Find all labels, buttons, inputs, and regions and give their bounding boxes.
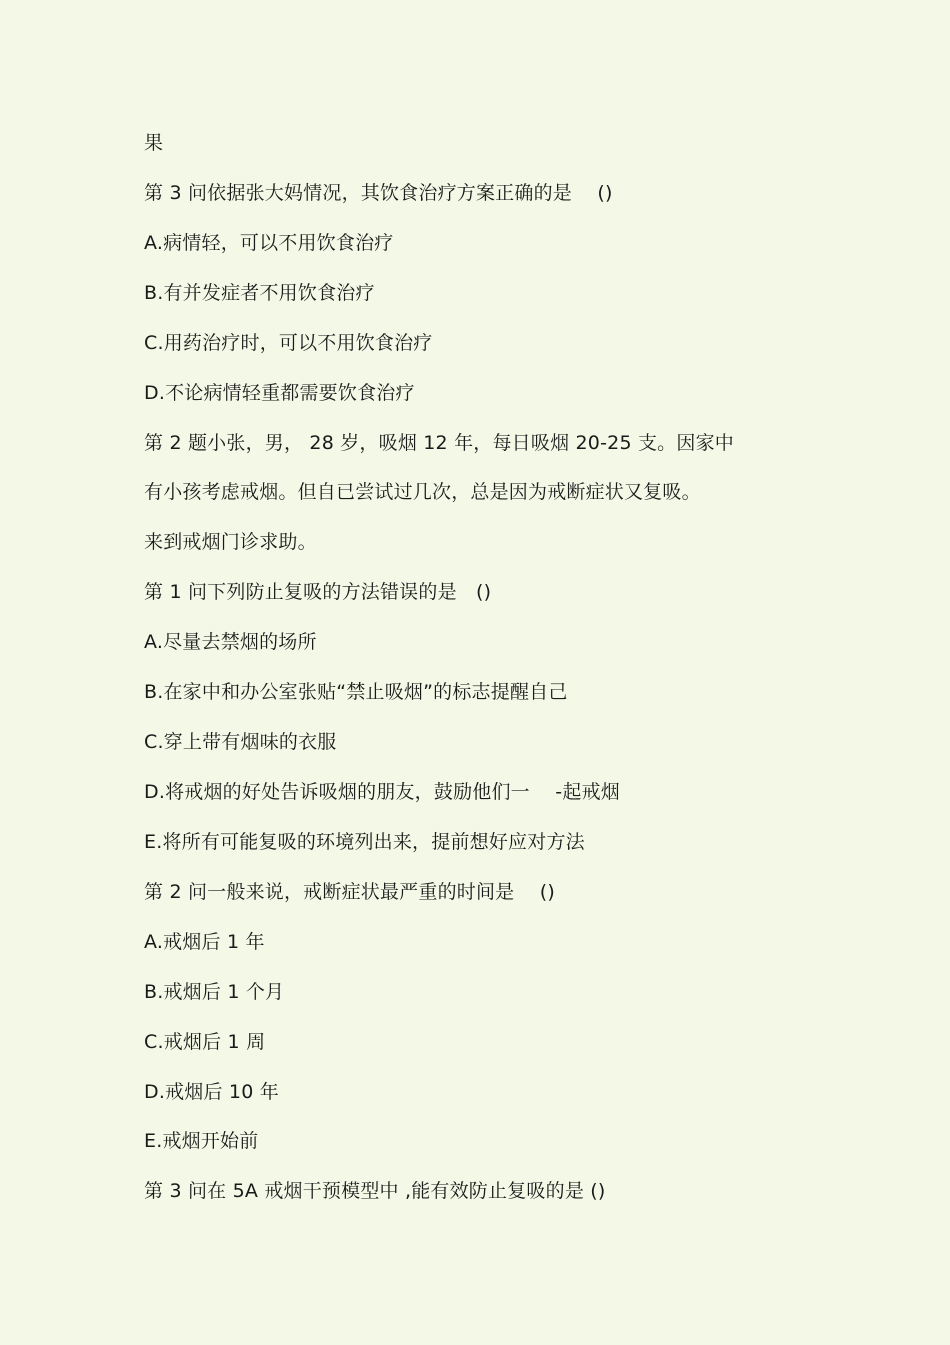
text-line-option-a: A.病情轻，可以不用饮食治疗 (144, 231, 394, 254)
text-line-option-d: D.将戒烟的好处告诉吸烟的朋友，鼓励他们一 -起戒烟 (144, 780, 620, 803)
text-line-option-d: D.戒烟后 10 年 (144, 1080, 279, 1103)
text-line-option-b: B.戒烟后 1 个月 (144, 980, 285, 1003)
text-line-question-1-relapse: 第 1 问下列防止复吸的方法错误的是 () (144, 581, 492, 604)
text-line-option-d: D.不论病情轻重都需要饮食治疗 (144, 381, 415, 404)
text-line-option-a: A.尽量去禁烟的场所 (144, 631, 317, 654)
text-line-question-3-diet: 第 3 问依据张大妈情况，其饮食治疗方案正确的是 () (144, 181, 613, 204)
document-text-lines (144, 128, 844, 1226)
text-line-case-2-continued: 有小孩考虑戒烟。但自已尝试过几次，总是因为戒断症状又复吸。 (144, 481, 701, 504)
text-line-option-b: B.在家中和办公室张贴“禁止吸烟”的标志提醒自己 (144, 681, 568, 704)
text-line-option-a: A.戒烟后 1 年 (144, 930, 265, 953)
text-line-option-e: E.将所有可能复吸的环境列出来，提前想好应对方法 (144, 830, 585, 853)
text-line-question-stem-fragment: 果 (144, 132, 164, 154)
text-line-option-b: B.有并发症者不用饮食治疗 (144, 281, 375, 304)
text-line-question-3-5a-model: 第 3 问在 5A 戒烟干预模型中 ,能有效防止复吸的是 () (144, 1180, 606, 1203)
text-line-option-c: C.穿上带有烟味的衣服 (144, 731, 337, 754)
text-line-case-2-end: 来到戒烟门诊求助。 (144, 531, 317, 554)
text-line-case-2-intro: 第 2 题小张，男， 28 岁，吸烟 12 年，每日吸烟 20-25 支。因家中 (144, 431, 734, 454)
text-line-option-e: E.戒烟开始前 (144, 1130, 259, 1153)
text-line-option-c: C.用药治疗时，可以不用饮食治疗 (144, 331, 433, 354)
text-line-question-2-withdrawal: 第 2 问一般来说，戒断症状最严重的时间是 () (144, 880, 556, 903)
text-line-option-c: C.戒烟后 1 周 (144, 1030, 266, 1053)
